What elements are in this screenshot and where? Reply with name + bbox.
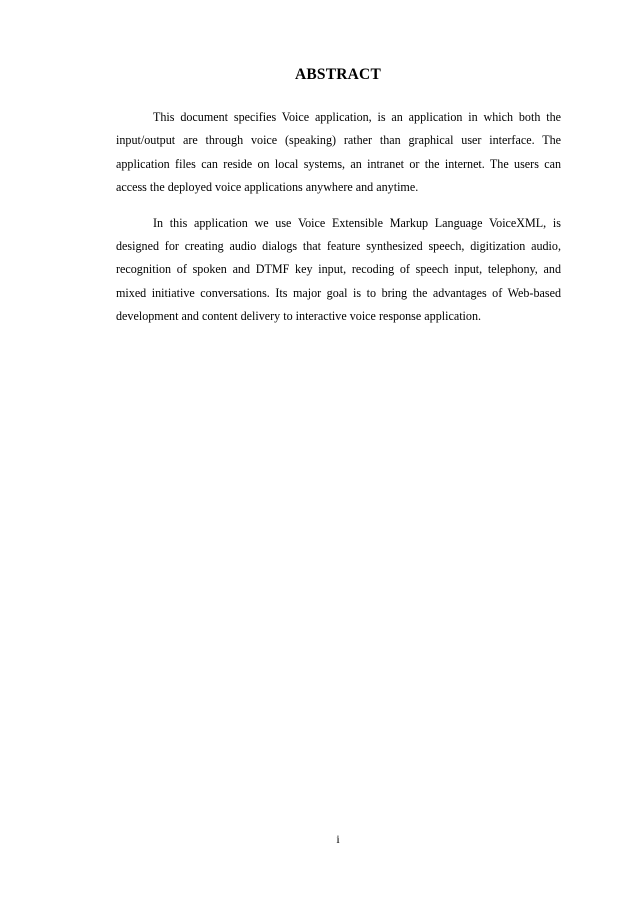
abstract-heading: ABSTRACT bbox=[294, 66, 381, 83]
page-number: i bbox=[336, 832, 340, 846]
abstract-body bbox=[116, 106, 561, 341]
abstract-paragraph-2: In this application we use Voice Extensible Markup Language VoiceXML, is designed for creating audio dialogs that feature synthesized speech, digitization audio, recognition of spoken and DTMF key input, recoding of speech input, telephony, and mixed initiative conversations. Its major goal is to bring the advantages of Web-based development and content delivery to interactive voice response application. bbox=[116, 215, 561, 324]
abstract-paragraph-1: This document specifies Voice application, is an application in which both the input/output are through voice (speaking) rather than graphical user interface. The application files can reside on local systems, an intranet or the internet. The users can access the deployed voice applications anywhere and anytime. bbox=[116, 110, 561, 195]
